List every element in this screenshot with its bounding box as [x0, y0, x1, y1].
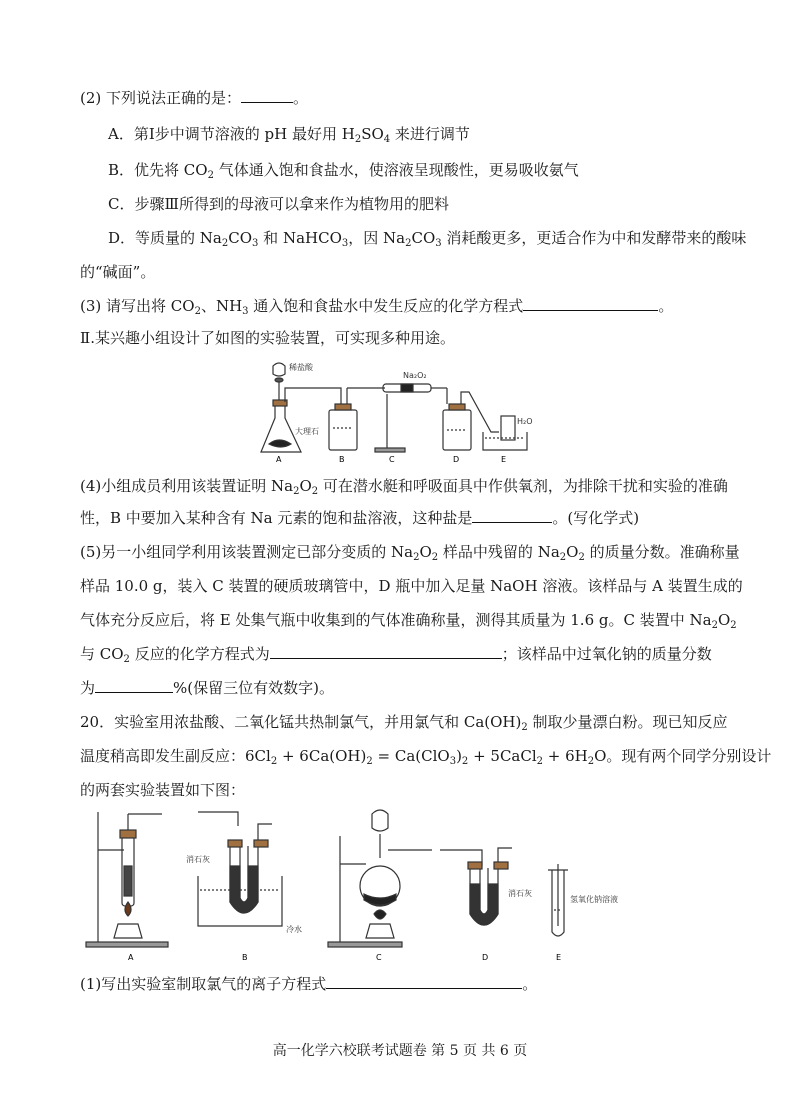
- apparatus-letter-d: D: [453, 455, 460, 464]
- q4-line-2: 性，B 中要加入某种含有 Na 元素的饱和盐溶液，这种盐是 。(写化学式): [80, 509, 640, 527]
- label-h2o: H₂O: [517, 417, 533, 426]
- q5-line-1: (5)另一小组同学利用该装置测定已部分变质的 $Na_2O_2$ 样品中残留的 $Na_2O_2$ 的质量分数。准确称量: [80, 543, 740, 563]
- answer-blank[interactable]: [326, 974, 522, 989]
- apparatus-letter-d: D: [482, 953, 489, 962]
- q5-line-4: 与 $CO_2$ 反应的化学方程式为 ；该样品中过氧化钠的质量分数: [80, 645, 712, 665]
- apparatus-letter-e: E: [556, 953, 562, 962]
- apparatus-figure-2: [82, 806, 618, 966]
- apparatus-letter-c: C: [376, 953, 382, 962]
- label-soda-lime-d: 消石灰: [508, 889, 532, 898]
- apparatus-letter-e: E: [501, 455, 507, 464]
- q5-line-5: 为 %(保留三位有效数字)。: [80, 679, 334, 697]
- q4-line-1: (4)小组成员利用该装置证明 $Na_2O_2$ 可在潜水艇和呼吸面具中作供氧剂，为排除干扰和实验的准确: [80, 477, 728, 497]
- q2-option-a: A．第Ⅰ步中调节溶液的 pH 最好用 $H_2SO_4$ 来进行调节: [108, 125, 470, 145]
- q20-line-1: 20．实验室用浓盐酸、二氧化锰共热制氯气，并用氯气和 $Ca(OH)_2$ 制取少量漂白粉。现已知反应: [80, 713, 728, 733]
- q2-option-d: D．等质量的 $Na_2CO_3$ 和 NaHCO$_3$，因 $Na_2CO_3$ 消耗酸更多，更适合作为中和发酵带来的酸味: [108, 229, 747, 249]
- answer-blank[interactable]: [523, 296, 658, 311]
- page-footer: 高一化学六校联考试题卷 第 5 页 共 6 页: [272, 1043, 528, 1059]
- q2-stem: (2) 下列说法正确的是： 。: [80, 89, 309, 107]
- apparatus-letter-c: C: [389, 455, 395, 464]
- part2-intro: Ⅱ.某兴趣小组设计了如图的实验装置，可实现多种用途。: [80, 329, 455, 347]
- label-cold-water: 冷水: [286, 925, 302, 934]
- q20-line-2: 温度稍高即发生副反应：$6Cl_2 + 6Ca(OH)_2 = Ca(ClO_3)_2$ + 5CaCl$_2$ + $6H_2O$。现有两个同学分别设计: [80, 747, 772, 767]
- q2-option-c: C．步骤Ⅲ所得到的母液可以拿来作为植物用的肥料: [108, 195, 449, 213]
- apparatus-letter-b: B: [339, 455, 345, 464]
- answer-blank[interactable]: [472, 508, 552, 523]
- answer-blank[interactable]: [270, 644, 502, 659]
- q2-option-d-cont: 的“碱面”。: [80, 263, 156, 281]
- answer-blank[interactable]: [95, 678, 173, 693]
- label-soda-lime-b: 消石灰: [186, 855, 210, 864]
- label-marble: 大理石: [295, 427, 319, 436]
- apparatus-figure-1: [255, 358, 555, 464]
- q20-1-text: (1)写出实验室制取氯气的离子方程式 。: [80, 975, 538, 993]
- apparatus-letter-a: A: [276, 455, 282, 464]
- label-na2o2: Na₂O₂: [403, 371, 427, 380]
- q5-line-3: 气体充分反应后，将 E 处集气瓶中收集到的气体准确称量，测得其质量为 1.6 g。C 装置中 $Na_2O_2$: [80, 611, 737, 631]
- label-naoh-solution: 氢氧化钠溶液: [570, 895, 618, 904]
- apparatus-letter-b: B: [242, 953, 248, 962]
- apparatus-letter-a: A: [128, 953, 134, 962]
- label-dilute-hcl: 稀盐酸: [289, 363, 313, 372]
- q5-line-2: 样品 10.0 g，装入 C 装置的硬质玻璃管中，D 瓶中加入足量 NaOH 溶液。该样品与 A 装置生成的: [80, 577, 743, 595]
- answer-blank[interactable]: [241, 88, 293, 103]
- q2-option-b: B．优先将 $CO_2$ 气体通入饱和食盐水，使溶液呈现酸性，更易吸收氨气: [108, 161, 579, 181]
- q3-text: (3) 请写出将 $CO_2$、$NH_3$ 通入饱和食盐水中发生反应的化学方程式 。: [80, 297, 674, 317]
- q20-line-3: 的两套实验装置如下图：: [80, 781, 246, 799]
